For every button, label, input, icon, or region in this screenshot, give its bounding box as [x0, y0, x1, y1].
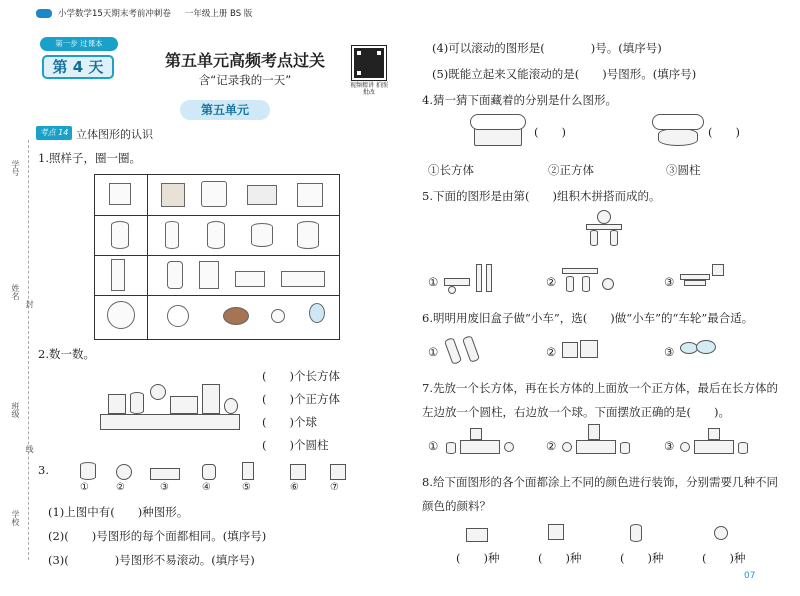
- q2-item-4[interactable]: ( )个圆柱: [262, 438, 329, 452]
- page-title: 第五单元高频考点过关: [164, 51, 325, 70]
- cylinder-icon: [111, 221, 129, 249]
- baseball-icon: [271, 309, 285, 323]
- shape-7-cube: [330, 464, 346, 480]
- cube-icon: [109, 183, 131, 205]
- q8-blank-1[interactable]: ( )种: [456, 551, 500, 565]
- jar-icon: [207, 221, 225, 249]
- day-badge: [36, 37, 122, 89]
- side-banji: 班级: [11, 402, 20, 418]
- q2-item-2[interactable]: ( )个正方体: [262, 392, 340, 406]
- drum-icon: [297, 221, 319, 249]
- edition-label: 一年级上册 BS 版: [184, 9, 253, 19]
- sphere-icon: [107, 301, 135, 329]
- tea-box-icon: [199, 261, 219, 289]
- dice-icon: [297, 183, 323, 207]
- q8-cylinder: [630, 524, 642, 542]
- q2-item-1[interactable]: ( )个长方体: [262, 369, 340, 383]
- shape-3-cuboid: [150, 468, 180, 480]
- q4-text: 4.猜一猜下面藏着的分别是什么图形。: [422, 93, 617, 107]
- q7-option-3[interactable]: ③: [664, 439, 675, 453]
- q7-figure-1: [446, 426, 516, 456]
- shape-num-4: ④: [202, 482, 211, 493]
- series-title: 小学数学15天期末考前冲刺卷: [58, 9, 171, 19]
- q6-tubes-icon: [446, 334, 496, 364]
- q8-blank-2[interactable]: ( )种: [538, 551, 582, 565]
- shape-num-1: ①: [80, 482, 89, 493]
- q4-blank-1[interactable]: ( ): [534, 125, 566, 139]
- q5-option-1[interactable]: ①: [428, 275, 439, 289]
- q7-figure-3: [680, 426, 750, 456]
- q6-discs-icon: [680, 336, 720, 360]
- q6-option-3[interactable]: ③: [664, 345, 675, 359]
- q2-text: 2.数一数。: [38, 347, 95, 361]
- q4-hidden-1: [470, 114, 530, 148]
- shape-num-7: ⑦: [330, 482, 339, 493]
- q4-blank-2[interactable]: ( ): [708, 125, 740, 139]
- q5-option-3[interactable]: ③: [664, 275, 675, 289]
- football-icon: [223, 307, 249, 325]
- header-bar: [36, 6, 252, 20]
- shape-num-3: ③: [160, 482, 169, 493]
- shape-2-sphere: [116, 464, 132, 480]
- qr-caption: 视频精讲 拍照批改: [350, 82, 388, 96]
- kaodian-tag: 考点 14: [36, 126, 72, 140]
- q5-target-figure: [586, 210, 622, 246]
- can-icon: [251, 223, 273, 247]
- binding-line: [28, 140, 29, 560]
- page-number: 07: [744, 571, 756, 581]
- side-xuexiao: 学校: [11, 510, 20, 526]
- q3-line-2[interactable]: (2)( )号图形的每个面都相同。(填序号): [48, 529, 267, 543]
- q1-grid: [94, 174, 340, 340]
- q3-line-3[interactable]: (3)( )号图形不易滚动。(填序号): [48, 553, 255, 567]
- q3-shapes: [78, 460, 358, 496]
- q6-option-2[interactable]: ②: [546, 345, 557, 359]
- glue-stick-icon: [165, 221, 179, 249]
- shape-num-6: ⑥: [290, 482, 299, 493]
- long-box-icon: [281, 271, 325, 287]
- q8-blank-4[interactable]: ( )种: [702, 551, 746, 565]
- q7-figure-2: [562, 424, 632, 456]
- q7-option-1[interactable]: ①: [428, 439, 439, 453]
- q3-line-5[interactable]: (5)既能立起来又能滚动的是( )号图形。(填序号): [432, 67, 697, 81]
- q7-option-2[interactable]: ②: [546, 439, 557, 453]
- side-xuehao: 学号: [11, 160, 20, 176]
- cuboid-icon: [111, 259, 125, 291]
- q5-blocks-2: [562, 262, 618, 294]
- day-label: 第 4 天: [42, 55, 114, 79]
- q6-dice-icon: [562, 336, 602, 360]
- q8-text: 8.给下面图形的各个面都涂上不同的颜色进行装饰，分别需要几种不同颜色的颜料？: [422, 475, 778, 513]
- q8-sphere: [714, 526, 728, 540]
- q3-line-1[interactable]: (1)上图中有( )种图形。: [48, 505, 189, 519]
- shape-6-cube: [290, 464, 306, 480]
- qr-code: [352, 46, 386, 80]
- unit-heading: 第五单元: [180, 100, 270, 120]
- q2-figure: [100, 384, 240, 442]
- q2-item-3[interactable]: ( )个球: [262, 415, 317, 429]
- q7-text: 7.先放一个长方体，再在长方体的上面放一个正方体，最后在长方体的左边放一个圆柱，右边放一个球。下面摆放正确的是( )。: [422, 381, 778, 419]
- q5-text: 5.下面的图形是由第( )组积木拼搭而成的。: [422, 189, 661, 203]
- page-subtitle: 含“记录我的一天”: [198, 73, 292, 87]
- toblerone-icon: [235, 271, 265, 287]
- gift-box-icon: [247, 185, 277, 205]
- q8-cube: [548, 524, 564, 540]
- shape-num-2: ②: [116, 482, 125, 493]
- q5-blocks-3: [680, 262, 730, 294]
- lattice-cube-icon: [201, 181, 227, 207]
- bottle-icon: [167, 261, 183, 289]
- q4-hidden-2: [652, 114, 706, 148]
- q8-cuboid: [466, 528, 488, 542]
- q3-line-4[interactable]: (4)可以滚动的图形是( )号。(填序号): [432, 41, 662, 55]
- q6-option-1[interactable]: ①: [428, 345, 439, 359]
- q3-text: 3.: [38, 463, 49, 477]
- q5-blocks-1: [444, 262, 500, 294]
- q8-blank-3[interactable]: ( )种: [620, 551, 664, 565]
- side-xingming: 姓名: [11, 284, 20, 300]
- q5-option-2[interactable]: ②: [546, 275, 557, 289]
- side-feng: 封: [25, 300, 34, 308]
- shape-1-cylinder: [80, 462, 96, 480]
- shape-num-5: ⑤: [242, 482, 251, 493]
- side-xian: 线: [25, 445, 34, 453]
- rubik-cube-icon: [161, 183, 185, 207]
- soccer-ball-icon: [167, 305, 189, 327]
- kaodian-title: 立体图形的认识: [76, 128, 153, 141]
- shape-5-cuboid: [242, 462, 254, 480]
- shape-4-cylinder: [202, 464, 216, 480]
- q4-option-2: ②正方体: [548, 163, 594, 177]
- balloon-icon: [309, 303, 325, 323]
- brand-logo: [36, 9, 52, 18]
- q4-option-1: ①长方体: [428, 163, 474, 177]
- step-pill: 第一步 过课本: [40, 37, 118, 51]
- q1-text: 1.照样子，圈一圈。: [38, 151, 141, 165]
- q4-option-3: ③圆柱: [666, 163, 701, 177]
- q6-text: 6.明明用废旧盒子做“小车”，选( )做“小车”的“车轮”最合适。: [422, 311, 754, 325]
